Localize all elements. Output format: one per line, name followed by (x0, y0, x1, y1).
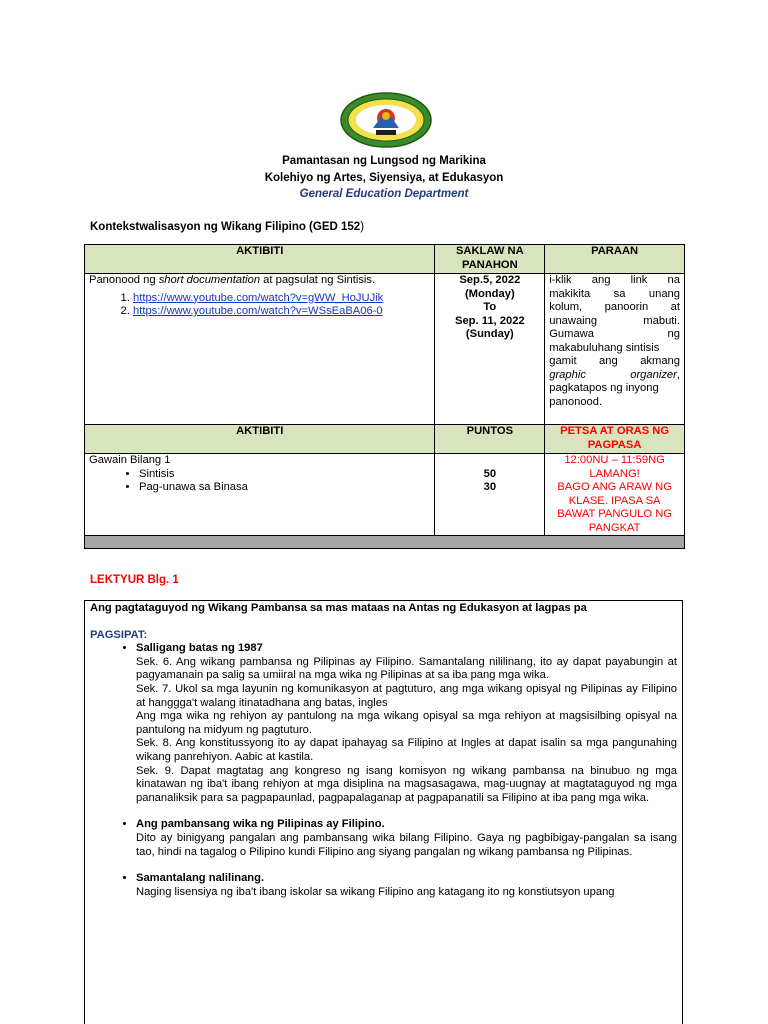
course-title (90, 221, 364, 233)
lecture-paragraph: Ang mga wika ng rehiyon ay pantulong na mga wikang opisyal sa mga rehiyon at magsisilbing opisyal na pantulong na midyum ng pagtuturo. (136, 710, 677, 736)
section-heading: PAGSIPAT: (90, 628, 148, 641)
header-aktibiti: AKTIBITI (85, 245, 435, 274)
lecture-paragraph: Sek. 9. Dapat magtatag ang kongreso ng isang komisyon ng wikang pambansa na binubuo ng mga kinatawan ng iba't ibang rehiyon at mga disiplina na magsasagawa, mag-uugnay at magtataguyod ng mga pananaliksik para sa pagpapaunlad, pagpapalaganap at pagpapanatili sa Filipino at iba pang mga wika. (136, 764, 677, 804)
paraan-italic-text: graphic organizer (549, 368, 677, 381)
lektyur-label: LEKTYUR Blg. 1 (90, 574, 179, 586)
university-seal-logo (340, 92, 432, 148)
paraan-line: Gumawa ng (549, 328, 680, 340)
paraan-line: makabuluhang sintisis (549, 341, 660, 354)
department-name: General Education Department (299, 188, 469, 200)
header-saklaw: SAKLAW NA PANAHON (435, 245, 545, 274)
gawain-item: • Sintisis (139, 468, 430, 482)
lecture-box (84, 600, 683, 1024)
activity-intro-suffix: at pagsulat ng Sintisis. (260, 274, 376, 286)
gawain-title: Gawain Bilang 1 (89, 454, 171, 466)
schedule-table (84, 244, 685, 549)
saklaw-cell (435, 274, 545, 425)
activity-intro (89, 274, 430, 288)
paraan-cell (545, 274, 685, 425)
paraan-line: panonood. (549, 395, 603, 408)
lecture-paragraph: Dito ay binigyang pangalan ang pambansang wika bilang Filipino. Gaya ng pagbibigay-pangalan sa isang tao, hindi na tagalog o Pilipino kundi Filipino ang siyang pangalan ng wikang pambansa ng Pilipinas. (136, 831, 677, 858)
lecture-item-heading: • Ang pambansang wika ng Pilipinas ay Filipino. (136, 818, 385, 831)
lecture-paragraph: Sek. 7. Ukol sa mga layunin ng komunikasyon at pagtuturo, ang mga wikang opisyal ng Pilipinas ay Filipino at hanggga't walang itinatadhana ang batas, ingles (136, 682, 677, 709)
paraan-line: makikita sa unang (549, 287, 680, 300)
video-link-1[interactable]: https://www.youtube.com/watch?v=gWW_HoJUJik (133, 291, 384, 304)
gray-bar (85, 536, 685, 549)
paraan-line: unawaing mabuti. (549, 314, 680, 327)
university-name: Pamantasan ng Lungsod ng Marikina (282, 155, 486, 167)
video-link-2[interactable]: https://www.youtube.com/watch?v=WSsEaBA06-0 (133, 305, 383, 317)
deadline-note: BAGO ANG ARAW NG KLASE. IPASA SA BAWAT PANGULO NG PANGKAT (557, 481, 672, 534)
lecture-list (90, 642, 677, 899)
lecture-paragraph: Sek. 8. Ang konstitussyong ito ay dapat ipahayag sa Filipino at Ingles at dapat isalin sa mga pangunahing wikang panrehiyon. Aabic at kastila. (136, 737, 677, 763)
video-link-item (133, 305, 430, 319)
lecture-paragraph: Naging lisensiya ng iba't ibang iskolar sa wikang Filipino ang katagang ito ng konstiutsyon upang (136, 885, 615, 898)
paraan-line: i-klik ang link na (549, 274, 680, 286)
saklaw-line: Sep.5, 2022 (459, 274, 521, 286)
activity-intro-prefix: Panonood ng (89, 274, 159, 286)
video-link-item (133, 292, 430, 306)
schedule-header-row-2 (85, 425, 685, 454)
header-aktibiti-2: AKTIBITI (85, 425, 435, 454)
paraan-comma: , (676, 368, 680, 381)
saklaw-line: (Sunday) (465, 328, 514, 340)
saklaw-line: Sep. 11, 2022 (454, 314, 525, 327)
paraan-line: kolum, panoorin at (549, 301, 680, 313)
paraan-line: gamit ang akmang (549, 355, 680, 367)
lecture-item (136, 818, 677, 859)
saklaw-line: To (483, 301, 497, 313)
puntos-cell (435, 454, 545, 536)
schedule-activity-row (85, 274, 685, 425)
paraan-line-italic (549, 369, 680, 383)
saklaw-line: (Monday) (464, 287, 515, 300)
gawain-list (89, 468, 430, 495)
activity-cell (85, 274, 435, 425)
header-paraan: PARAAN (545, 245, 685, 274)
lecture-item (136, 642, 677, 805)
college-name: Kolehiyo ng Artes, Siyensiya, at Edukasyon (264, 172, 504, 184)
gawain-item: • Pag-unawa sa Binasa (139, 481, 430, 495)
puntos-value: 50 (483, 467, 497, 480)
header-puntos: PUNTOS (435, 425, 545, 454)
gawain-cell (85, 454, 435, 536)
lecture-item (136, 872, 677, 899)
paraan-line: pagkatapos ng inyong (549, 382, 659, 394)
gray-bar-row (85, 536, 685, 549)
lecture-item-heading: • Salligang batas ng 1987 (136, 642, 263, 655)
petsa-cell (545, 454, 685, 536)
header-petsa: PETSA AT ORAS NG PAGPASA (545, 425, 685, 454)
lecture-title: Ang pagtataguyod ng Wikang Pambansa sa mas mataas na Antas ng Edukasyon at lagpas pa (90, 602, 587, 614)
activity-intro-italic: short documentation (158, 274, 261, 286)
course-title-text: Kontekstwalisasyon ng Wikang Filipino (GED 152 (90, 221, 361, 233)
gawain-row (85, 454, 685, 536)
lecture-item-heading: • Samantalang nalilinang. (136, 872, 265, 885)
puntos-value: 30 (483, 481, 497, 493)
video-link-list (89, 292, 430, 319)
schedule-header-row (85, 245, 685, 274)
course-title-paren: ) (360, 221, 365, 233)
lecture-paragraph: Sek. 6. Ang wikang pambansa ng Pilipinas ay Filipino. Samantalang nililinang, ito ay dapat payabungin at pagyamanain pa salig sa umiiral na mga wika ng Pilipinas at sa iba pang mga wika. (136, 655, 677, 682)
deadline-time: 12:00NU – 11:59NG LAMANG! (564, 454, 665, 480)
